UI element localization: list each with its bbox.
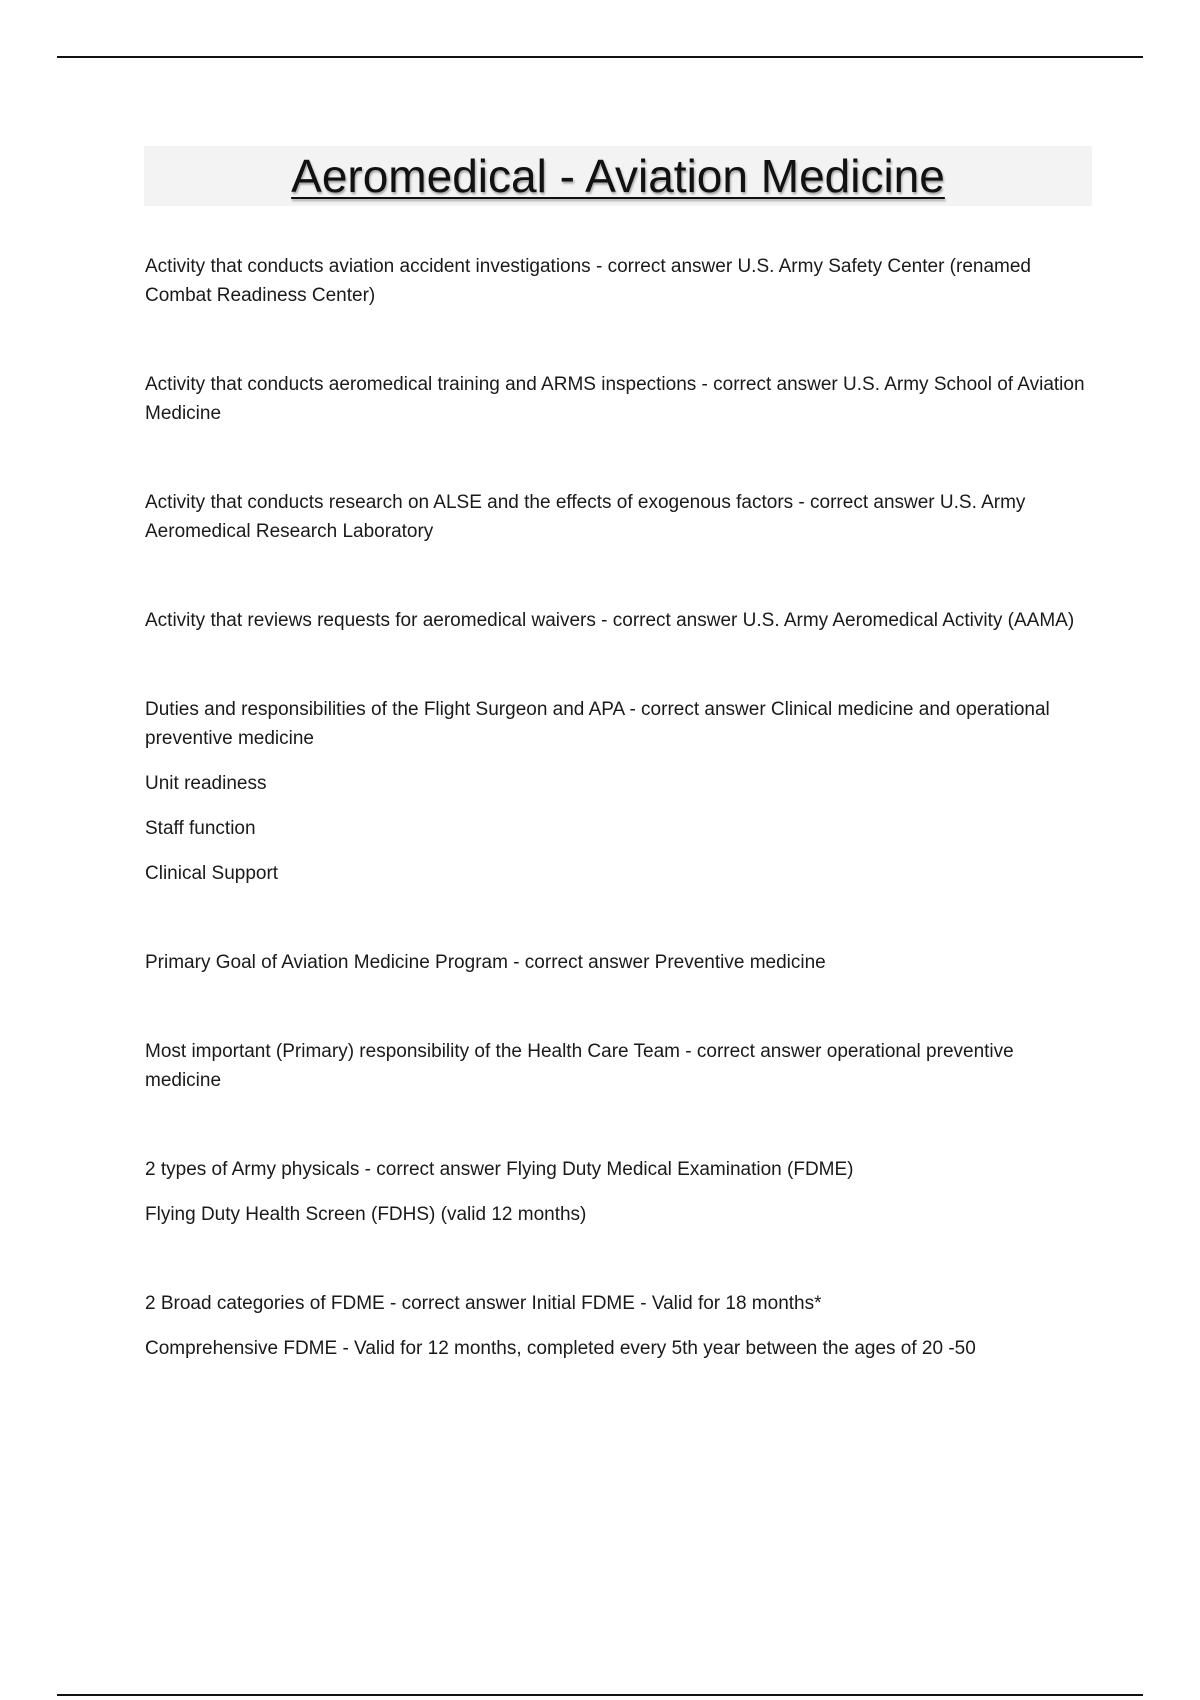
qa-text-continued: Comprehensive FDME - Valid for 12 months, completed every 5th year between the ages of 20 -50 <box>145 1338 976 1359</box>
qa-item <box>145 370 1095 428</box>
qa-text: Primary Goal of Aviation Medicine Program - correct answer Preventive medicine <box>145 952 826 973</box>
qa-text-continued: Staff function <box>145 818 256 839</box>
bottom-rule <box>57 1694 1143 1696</box>
document-title: Aeromedical - Aviation Medicine <box>291 150 945 202</box>
qa-text: Activity that reviews requests for aeromedical waivers - correct answer U.S. Army Aeromedical Activity (AAMA) <box>145 610 1075 631</box>
qa-text: Activity that conducts aviation accident investigations - correct answer U.S. Army Safety Center (renamed Combat Readiness Center) <box>145 256 1031 306</box>
qa-text: Activity that conducts research on ALSE and the effects of exogenous factors - correct answer U.S. Army Aeromedical Research Laboratory <box>145 492 1026 542</box>
qa-item <box>145 1155 1095 1229</box>
qa-item <box>145 1037 1095 1095</box>
qa-item <box>145 252 1095 310</box>
qa-item <box>145 695 1095 888</box>
qa-text: 2 types of Army physicals - correct answer Flying Duty Medical Examination (FDME) <box>145 1159 854 1180</box>
qa-item <box>145 948 1095 977</box>
qa-text-continued: Clinical Support <box>145 863 279 884</box>
qa-text-continued: Flying Duty Health Screen (FDHS) (valid 12 months) <box>145 1204 587 1225</box>
qa-text: 2 Broad categories of FDME - correct answer Initial FDME - Valid for 18 months* <box>145 1293 822 1314</box>
qa-item <box>145 1289 1095 1363</box>
qa-text: Most important (Primary) responsibility of the Health Care Team - correct answer operational preventive medicine <box>145 1041 1014 1091</box>
qa-text-continued: Unit readiness <box>145 773 267 794</box>
qa-text: Duties and responsibilities of the Flight Surgeon and APA - correct answer Clinical medicine and operational preventive medicine <box>145 699 1050 749</box>
qa-item <box>145 488 1095 546</box>
title-band <box>144 146 1092 206</box>
qa-item <box>145 606 1095 635</box>
top-rule <box>57 56 1143 58</box>
qa-text: Activity that conducts aeromedical training and ARMS inspections - correct answer U.S. Army School of Aviation Medicine <box>145 374 1085 424</box>
qa-list <box>145 252 1095 1363</box>
